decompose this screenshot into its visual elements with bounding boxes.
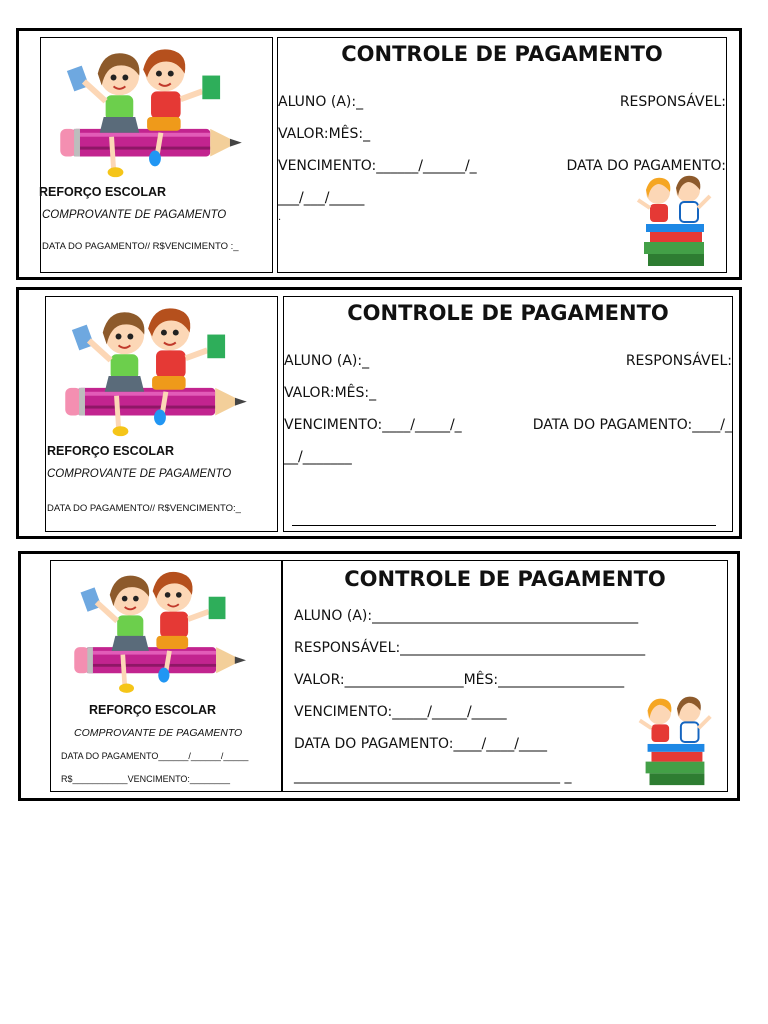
data-pagamento-field: DATA DO PAGAMENTO:____/_ xyxy=(532,417,732,433)
kids-on-pencil-illustration xyxy=(67,565,257,705)
stub-subtitle: COMPROVANTE DE PAGAMENTO xyxy=(74,727,243,739)
receipt-stub xyxy=(40,37,273,273)
kids-on-pencil-illustration xyxy=(58,301,258,449)
date-continuation: __/_______ xyxy=(284,449,352,465)
stub-payment-line: DATA DO PAGAMENTO// R$VENCIMENTO:_ xyxy=(47,503,241,514)
receipt-2 xyxy=(16,287,742,539)
stub-title: REFORÇO ESCOLAR xyxy=(89,703,217,717)
date-continuation: ___/___/_____ xyxy=(278,190,365,206)
valor-mes-field: VALOR:MÊS:_ xyxy=(284,385,377,401)
kids-on-books-illustration xyxy=(635,693,715,791)
valor-mes-field: VALOR:_________________MÊS:__________________ xyxy=(294,672,625,688)
vencimento-field: VENCIMENTO:____/_____/_ xyxy=(284,417,462,433)
responsavel-field: RESPONSÁVEL: xyxy=(619,94,726,110)
receipt-title: CONTROLE DE PAGAMENTO xyxy=(347,301,669,325)
receipt-1 xyxy=(16,28,742,280)
signature-line xyxy=(292,525,716,526)
data-pagamento-field: DATA DO PAGAMENTO:____/____/____ xyxy=(294,736,547,752)
kids-on-books-illustration xyxy=(634,172,714,272)
responsavel-field: RESPONSÁVEL:___________________________________ xyxy=(294,640,646,656)
stub-title: REFORÇO ESCOLAR xyxy=(47,444,175,458)
receipt-main xyxy=(277,37,727,273)
stub-payment-line: DATA DO PAGAMENTO// R$VENCIMENTO :_ xyxy=(42,241,239,252)
receipt-stub xyxy=(45,296,278,532)
stub-value-due-line: R$___________VENCIMENTO:________ xyxy=(61,774,230,784)
receipt-title: CONTROLE DE PAGAMENTO xyxy=(344,567,666,591)
data-pagamento-field: DATA DO PAGAMENTO: xyxy=(566,158,726,174)
responsavel-field: RESPONSÁVEL: xyxy=(625,353,732,369)
receipt-3 xyxy=(18,551,740,801)
kids-on-pencil-illustration xyxy=(53,42,253,190)
receipt-main xyxy=(283,296,733,532)
receipt-title: CONTROLE DE PAGAMENTO xyxy=(341,42,663,66)
valor-mes-field: VALOR:MÊS:_ xyxy=(278,126,371,142)
stub-subtitle: COMPROVANTE DE PAGAMENTO xyxy=(42,209,227,221)
vencimento-field: VENCIMENTO:_____/_____/_____ xyxy=(294,704,507,720)
receipt-stub xyxy=(50,560,282,792)
stub-payment-line: DATA DO PAGAMENTO______/______/_____ xyxy=(61,751,249,761)
stub-title: REFORÇO ESCOLAR xyxy=(39,185,167,199)
aluno-field: ALUNO (A):______________________________________ xyxy=(294,608,639,624)
vencimento-field: VENCIMENTO:______/______/_ xyxy=(278,158,477,174)
stray-mark: . xyxy=(278,212,282,223)
signature-line: ______________________________________ _ xyxy=(294,768,572,784)
stub-subtitle: COMPROVANTE DE PAGAMENTO xyxy=(47,468,232,480)
aluno-field: ALUNO (A):_ xyxy=(284,353,370,369)
aluno-field: ALUNO (A):_ xyxy=(278,94,364,110)
receipt-main xyxy=(282,560,728,792)
